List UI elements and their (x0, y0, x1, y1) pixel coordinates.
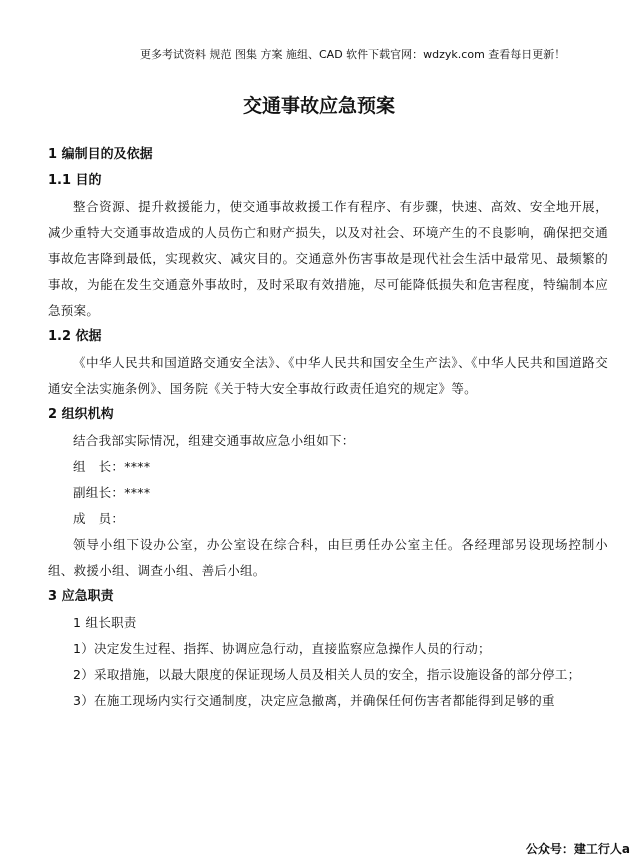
section-3-heading: 3 应急职责 (48, 589, 114, 604)
section-3-item-1: 1）决定发生过程、指挥、协调应急行动，直接监察应急操作人员的行动； (73, 641, 491, 656)
section-2-deputy: 副组长：**** (73, 485, 151, 500)
document-body (48, 142, 608, 714)
section-2-leader: 组 长：**** (73, 459, 151, 474)
section-1-heading: 1 编制目的及依据 (48, 147, 153, 162)
section-2-intro: 结合我部实际情况，组建交通事故应急小组如下： (73, 433, 355, 448)
page-title: 交通事故应急预案 (242, 95, 395, 117)
section-3-sub-1: 1 组长职责 (73, 615, 137, 630)
section-3-item-3: 3）在施工现场内实行交通制度，决定应急撤离，并确保任何伤害者都能得到足够的重 (73, 693, 555, 708)
section-1-1-paragraph: 整合资源、提升救援能力，使交通事故救援工作有程序、有步骤，快速、高效、安全地开展，减少重特大交通事故造成的人员伤亡和财产损失，以及对社会、环境产生的不良影响，确保把交通事故危害降到最低，实现救灾、减灾目的。交通意外伤害事故是现代社会生活中最常见、最频繁的事故，为能在发生交通意外事故时，及时采取有效措施，尽可能降低损失和危害程度，特编制本应急预案。 (48, 199, 608, 318)
section-3-item-2: 2）采取措施，以最大限度的保证现场人员及相关人员的安全，指示设施设备的部分停工； (73, 667, 581, 682)
section-2-paragraph: 领导小组下设办公室，办公室设在综合科，由巨勇任办公室主任。各经理部另设现场控制小组、救援小组、调查小组、善后小组。 (48, 537, 608, 578)
section-1-2-paragraph: 《中华人民共和国道路交通安全法》、《中华人民共和国安全生产法》、《中华人民共和国道路交通安全法实施条例》、国务院《关于特大安全事故行政责任追究的规定》等。 (48, 355, 608, 396)
section-1-2-heading: 1.2 依据 (48, 329, 102, 344)
footer-watermark: 公众号：建工行人a (525, 842, 630, 856)
section-2-heading: 2 组织机构 (48, 407, 114, 422)
section-2-members: 成 员： (73, 511, 125, 526)
section-1-1-heading: 1.1 目的 (48, 173, 102, 188)
header-note: 更多考试资料 规范 图集 方案 施组、CAD 软件下载官网：wdzyk.com 查看每日更新！ (140, 48, 566, 61)
